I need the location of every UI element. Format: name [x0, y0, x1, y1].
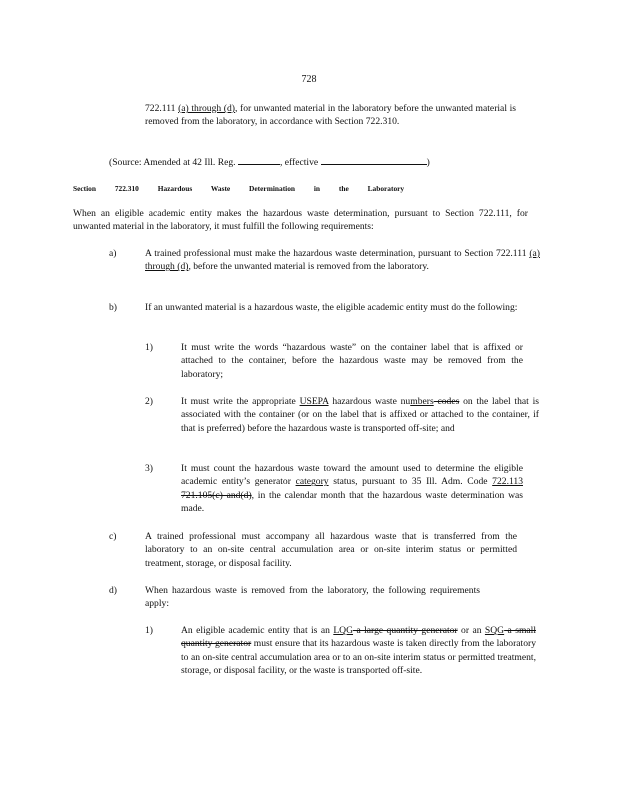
- item-text: [181, 462, 523, 515]
- source-text: (Source: Amended at 42 Ill. Reg.: [109, 157, 236, 168]
- body-text: It must count the hazardous waste toward the amount used to determine the eligible academic entity’s generator: [181, 463, 523, 488]
- item-text: It must write the words “hazardous waste” on the container label that is affixed or attached to the container, before the hazardous waste may be removed from the laboratory;: [181, 342, 523, 380]
- item-text: [181, 395, 539, 435]
- inserted-text: category: [295, 476, 329, 488]
- body-text: must ensure that its hazardous waste is taken directly from the laboratory to an on-site central accumulation area or to an on-site interim status or permitted treatment, storage, or disposal facility, or the waste is transported off-site.: [181, 638, 536, 676]
- body-text: An eligible academic entity that is an: [181, 625, 334, 636]
- body-text: hazardous waste nu: [328, 396, 411, 407]
- item-label: d): [109, 585, 117, 596]
- inserted-text: LQG: [333, 625, 354, 636]
- register-blank: [238, 155, 280, 165]
- item-text: [145, 247, 540, 274]
- body-text: , before the unwanted material is removed from the laboratory.: [188, 261, 429, 273]
- body-text: , for unwanted material in the laboratory before the unwanted material is removed from the laboratory, in accordance with Section 722.310.: [145, 103, 516, 128]
- item-text: [181, 624, 536, 677]
- item-label: c): [109, 531, 117, 542]
- inserted-text: mbers: [410, 396, 434, 407]
- item-label: 1): [145, 342, 153, 353]
- source-effective: , effective: [279, 157, 319, 168]
- body-text: A trained professional must make the hazardous waste determination, pursuant to Section 722.111: [145, 248, 530, 259]
- effective-blank: [321, 155, 427, 165]
- page-number: 728: [301, 74, 317, 85]
- source-note: [109, 155, 529, 169]
- inserted-text: SQG: [484, 625, 505, 636]
- body-text: status: [328, 476, 356, 488]
- opening-paragraph: When an eligible academic entity makes the hazardous waste determination, pursuant to Section 722.111, for unwanted material in the laboratory, it must fulfill the following requirements:: [73, 208, 528, 233]
- intro-paragraph: [145, 102, 516, 129]
- body-text: or an: [457, 625, 485, 636]
- body-text: on the label that is associated with the container (or on the label that is affixed or attached to the container, if that is preferred) before the hazardous waste is transported off-site; and: [181, 396, 539, 434]
- item-label: 2): [145, 396, 153, 407]
- deleted-text: a large quantity generator: [353, 625, 458, 636]
- body-text: It must write the appropriate: [181, 396, 300, 407]
- inserted-text: USEPA: [299, 396, 329, 407]
- body-text: , in the calendar month that the hazardous waste determination was made.: [181, 489, 523, 514]
- item-label: 3): [145, 463, 153, 474]
- item-label: 1): [145, 625, 153, 636]
- item-label: a): [109, 248, 117, 259]
- section-heading: Section 722.310 Hazardous Waste Determination in the Laboratory: [73, 184, 405, 193]
- inserted-text: 722.113: [492, 476, 523, 488]
- inserted-text: (a) through (d): [145, 248, 540, 273]
- inserted-text: (a) through (d): [178, 103, 235, 114]
- deleted-text: 721.105(c) and(d): [181, 489, 252, 501]
- source-close: ): [426, 157, 430, 168]
- deleted-text: a small quantity generator: [181, 625, 536, 650]
- section-ref: 722.111: [145, 103, 176, 114]
- item-text: A trained professional must accompany all hazardous waste that is transferred from the laboratory to an on-site central accumulation area or on-site interim status or permitted treatment, storage, or disposal facility.: [145, 531, 517, 569]
- item-label: b): [109, 302, 117, 313]
- item-text: When hazardous waste is removed from the laboratory, the following requirements apply:: [145, 585, 480, 610]
- deleted-text: codes: [433, 396, 460, 407]
- item-text: If an unwanted material is a hazardous waste, the eligible academic entity must do the following:: [145, 302, 518, 313]
- body-text: , pursuant to 35 Ill. Adm. Code: [355, 476, 493, 488]
